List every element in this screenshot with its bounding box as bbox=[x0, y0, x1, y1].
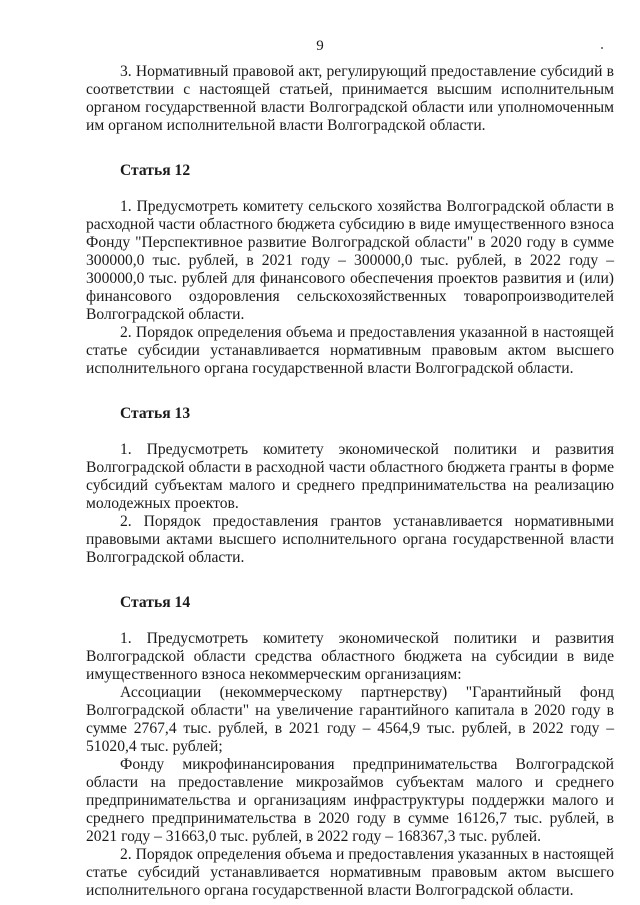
scan-artifact-dot bbox=[601, 47, 603, 49]
paragraph-article12-item2: 2. Порядок определения объема и предоставления указанной в настоящей статье субсидии устанавливается нормативным правовым актом высшего исполнительного органа государственной власти Волгоградской области. bbox=[86, 324, 614, 377]
paragraph-article14-microfinance-fund: Фонду микрофинансирования предпринимательства Волгоградской области на предоставление микрозаймов субъектам малого и среднего предпринимательства и организациям инфраструктуры поддержки малого и среднего предпринимательства в 2020 году в сумме 16126,7 тыс. рублей, в 2021 году – 31663,0 тыс. рублей, в 2022 году – 168367,3 тыс. рублей. bbox=[86, 756, 614, 845]
paragraph-article13-item2: 2. Порядок предоставления грантов устанавливается нормативными правовыми актами высшего исполнительного органа государственной власти Волгоградской области. bbox=[86, 513, 614, 566]
paragraph-article14-item2: 2. Порядок определения объема и предоставления указанных в настоящей статье субсидий устанавливается нормативным правовым актом высшего исполнительного органа государственной власти Волгоградской области. bbox=[86, 846, 614, 899]
paragraph-article14-guarantee-fund: Ассоциации (некоммерческому партнерству) "Гарантийный фонд Волгоградской области" на увеличение гарантийного капитала в 2020 году в сумме 2767,4 тыс. рублей, в 2021 году – 4564,9 тыс. рублей, в 2022 году – 51020,4 тыс. рублей; bbox=[86, 684, 614, 755]
article-14-heading: Статья 14 bbox=[120, 594, 191, 611]
paragraph-article11-item3: 3. Нормативный правовой акт, регулирующий предоставление субсидий в соответствии с настоящей статьей, принимается высшим исполнительным органом государственной власти Волгоградской области или уполномоченным им органом исполнительной власти Волгоградской области. bbox=[86, 63, 614, 134]
article-12-heading: Статья 12 bbox=[120, 162, 191, 179]
paragraph-article12-item1: 1. Предусмотреть комитету сельского хозяйства Волгоградской области в расходной части областного бюджета субсидию в виде имущественного взноса Фонду "Перспективное развитие Волгоградской области" в 2020 году в сумме 300000,0 тыс. рублей, в 2021 году – 300000,0 тыс. рублей, в 2022 году – 300000,0 тыс. рублей для финансового обеспечения проектов развития и (или) финансового оздоровления сельскохозяйственных товаропроизводителей Волгоградской области. bbox=[86, 198, 614, 323]
paragraph-article14-item1: 1. Предусмотреть комитету экономической политики и развития Волгоградской области средства областного бюджета на субсидии в виде имущественного взноса некоммерческим организациям: bbox=[86, 630, 614, 683]
page-number: 9 bbox=[316, 38, 324, 54]
article-13-heading: Статья 13 bbox=[120, 405, 191, 422]
paragraph-article13-item1: 1. Предусмотреть комитету экономической политики и развития Волгоградской области в расходной части областного бюджета гранты в форме субсидий субъектам малого и среднего предпринимательства на реализацию молодежных проектов. bbox=[86, 441, 614, 512]
document-body bbox=[86, 63, 614, 900]
